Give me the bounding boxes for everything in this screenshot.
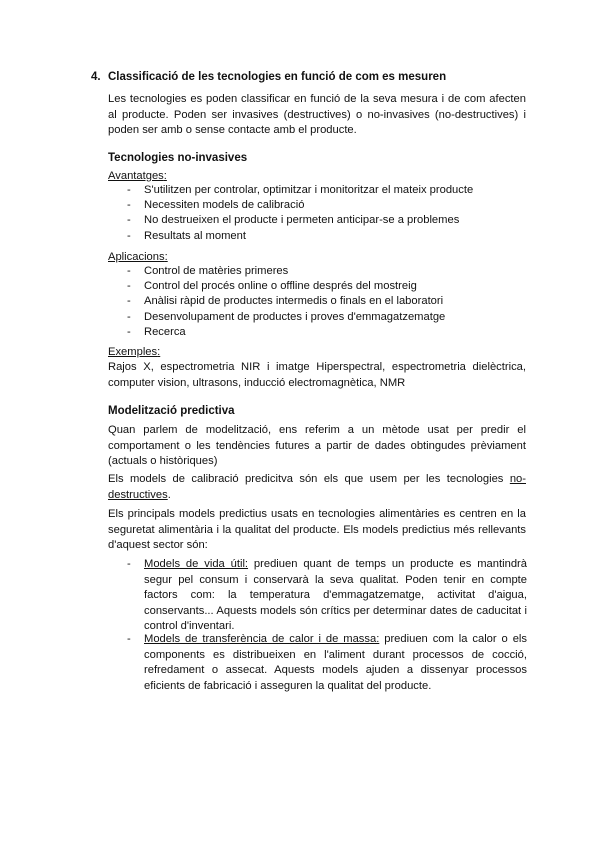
- examples-label: Exemples:: [108, 346, 161, 358]
- predictive-paragraph-1: Quan parlem de modelització, ens referim a un mètode usat per predir el comportament o les tendències futures a partir de dades obtingudes prèviament (actuals o històriques): [108, 424, 526, 467]
- list-item: - Anàlisi ràpid de productes intermedis o finals en el laboratori: [127, 294, 445, 309]
- applications-label: Aplicacions:: [108, 251, 168, 263]
- predictive-title: Modelització predictiva: [108, 405, 235, 417]
- model-item-heat-mass-transfer: - Models de transferència de calor i de massa: prediuen com la calor o els components es distribueixen en l'aliment durant processos de cocció, refredament o assecat. Aquests models ajuden a dissenyar processos eficients de fabricació i asseguren la qualitat del producte.: [127, 633, 527, 692]
- predictive-paragraph-2: Els models de calibració predicitva són els que usem per les tecnologies no-destructives.: [108, 473, 526, 501]
- list-item: - Control de matèries primeres: [127, 264, 445, 279]
- examples-text: Rajos X, espectrometria NIR i imatge Hiperspectral, espectrometria dielèctrica, computer vision, ultrasons, inducció electromagnètica, NMR: [108, 361, 526, 389]
- section-number: 4.: [91, 71, 101, 83]
- predictive-paragraph-3: Els principals models predictius usats en tecnologies alimentàries es centren en la seguretat alimentària i la qualitat del producte. Els models predictius més rellevants d'aquest sector són:: [108, 508, 526, 551]
- list-item: - S'utilitzen per controlar, optimitzar i monitoritzar el mateix producte: [127, 183, 473, 198]
- section-intro: Les tecnologies es poden classificar en funció de la seva mesura i de com afecten al producte. Poden ser invasives (destructives) o no-invasives (no-destructives) i poden ser amb o sense contacte amb el producte.: [108, 93, 526, 136]
- model-item-shelf-life: - Models de vida útil: prediuen quant de temps un producte es mantindrà segur pel consum i conservarà la seva qualitat. Poden tenir en compte factors com: la temperatura d'emmagatzematge, activitat d'aigua, conservants... Aquests models són crítics per determinar dates de caducitat i control d'inventari.: [127, 558, 527, 632]
- model-name: Models de transferència de calor i de massa:: [144, 633, 380, 645]
- section-heading: [91, 71, 446, 83]
- list-item: - No destrueixen el producte i permeten anticipar-se a problemes: [127, 213, 473, 228]
- section-title: Classificació de les tecnologies en funció de com es mesuren: [108, 71, 447, 83]
- model-description: prediuen com la calor o els components es distribueixen en l'aliment durant processos de cocció, refredament o assecat. Aquests models ajuden a dissenyar processos eficients de fabricació i asseguren la qualitat del producte.: [144, 633, 527, 692]
- list-item: - Recerca: [127, 325, 445, 340]
- model-name: Models de vida útil:: [144, 558, 249, 570]
- model-description: prediuen quant de temps un producte es mantindrà segur pel consum i conservarà la seva qualitat. Poden tenir en compte factors com: la temperatura d'emmagatzematge, activitat d'aigua, conservants... Aquests models són crítics per determinar dates de caducitat i control d'inventari.: [144, 558, 527, 632]
- no-destructives-link: no-destructives: [108, 473, 526, 501]
- list-item: - Resultats al moment: [127, 229, 473, 244]
- list-item: - Control del procés online o offline després del mostreig: [127, 279, 445, 294]
- list-item: - Necessiten models de calibració: [127, 198, 473, 213]
- list-item: - Desenvolupament de productes i proves d'emmagatzematge: [127, 310, 445, 325]
- advantages-list: [127, 183, 473, 244]
- advantages-label: Avantatges:: [108, 170, 167, 182]
- non-invasive-title: Tecnologies no-invasives: [108, 152, 248, 164]
- applications-list: [127, 264, 445, 340]
